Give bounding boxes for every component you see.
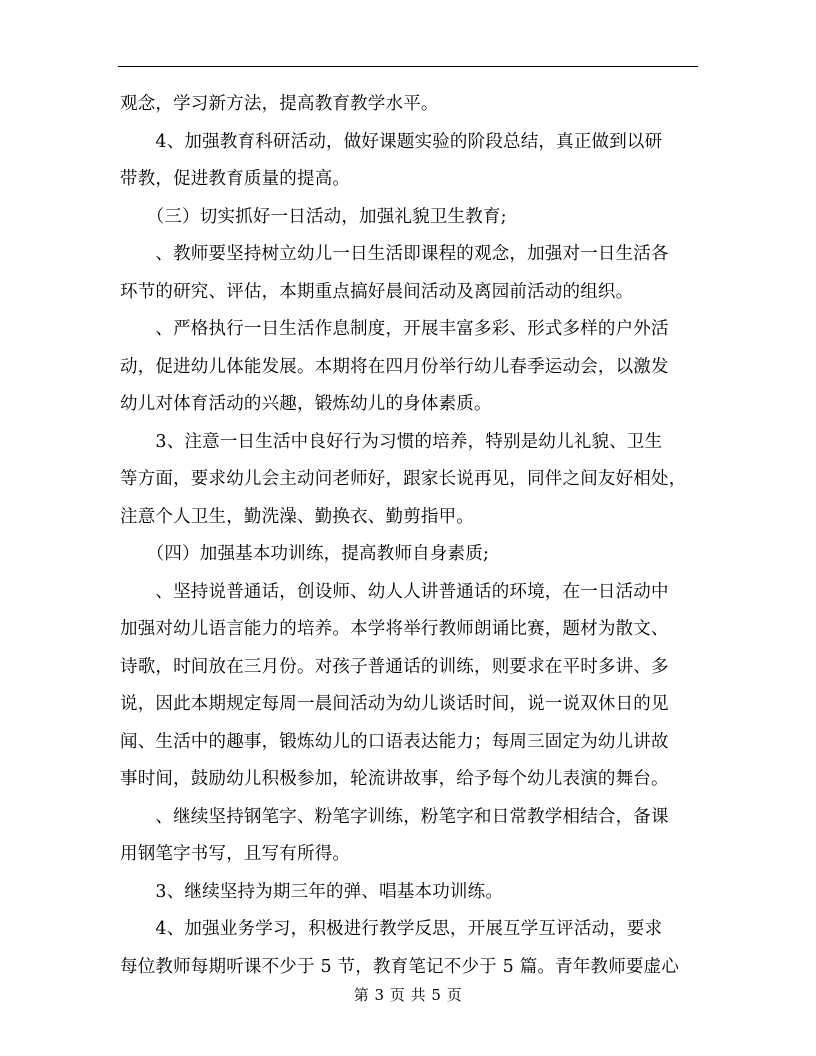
text-line: 等方面，要求幼儿会主动问老师好，跟家长说再见，同伴之间友好相处， — [120, 469, 687, 489]
text-line: 3、继续坚持为期三年的弹、唱基本功训练。 — [120, 881, 504, 902]
text-line: 、坚持说普通话，创设师、幼人人讲普通话的环境，在一日活动中 — [120, 581, 669, 602]
text-line: 诗歌，时间放在三月份。对孩子普通话的训练，则要求在平时多讲、多 — [120, 656, 669, 677]
text-line: 闻、生活中的趣事，锻炼幼儿的口语表达能力；每周三固定为幼儿讲故 — [120, 731, 669, 752]
text-line: 用钢笔字书写，且写有所得。 — [120, 844, 351, 864]
text-line: 加强对幼儿语言能力的培养。本学将举行教师朗诵比赛，题材为散文、 — [120, 619, 669, 639]
page-number-footer: 第 3 页 共 5 页 — [353, 986, 463, 1004]
text-line: 4、加强教育科研活动，做好课题实验的阶段总结，真正做到以研 — [120, 131, 663, 152]
text-line: 、继续坚持钢笔字、粉笔字训练，粉笔字和日常教学相结合，备课 — [120, 806, 669, 827]
text-line: 、教师要坚持树立幼儿一日生活即课程的观念，加强对一日生活各 — [120, 244, 669, 264]
text-line: 说，因此本期规定每周一晨间活动为幼儿谈话时间，说一说双休日的见 — [120, 694, 669, 714]
section-heading: （四）加强基本功训练，提高教师自身素质; — [120, 544, 490, 564]
text-line: 环节的研究、评估，本期重点搞好晨间活动及离园前活动的组织。 — [120, 281, 634, 302]
text-line: 4、加强业务学习，积极进行教学反思，开展互学互评活动，要求 — [120, 919, 663, 939]
text-line: 3、注意一日生活中良好行为习惯的培养，特别是幼儿礼貌、卫生 — [120, 431, 663, 452]
header-rule — [118, 66, 698, 67]
text-line: 每位教师每期听课不少于 5 节，教育笔记不少于 5 篇。青年教师要虚心 — [120, 956, 680, 977]
text-line: 观念，学习新方法，提高教育教学水平。 — [120, 94, 439, 114]
text-line: 注意个人卫生，勤洗澡、勤换衣、勤剪指甲。 — [120, 506, 474, 527]
text-line: 带教，促进教育质量的提高。 — [120, 169, 351, 189]
section-heading: （三）切实抓好一日活动，加强礼貌卫生教育; — [120, 206, 507, 227]
text-line: 幼儿对体育活动的兴趣，锻炼幼儿的身体素质。 — [120, 394, 492, 414]
document-body — [120, 86, 700, 986]
text-line: 事时间，鼓励幼儿积极参加，轮流讲故事，给予每个幼儿表演的舞台。 — [120, 769, 669, 789]
text-line: 、严格执行一日生活作息制度，开展丰富多彩、形式多样的户外活 — [120, 319, 669, 339]
text-line: 动，促进幼儿体能发展。本期将在四月份举行幼儿春季运动会，以激发 — [120, 356, 669, 377]
